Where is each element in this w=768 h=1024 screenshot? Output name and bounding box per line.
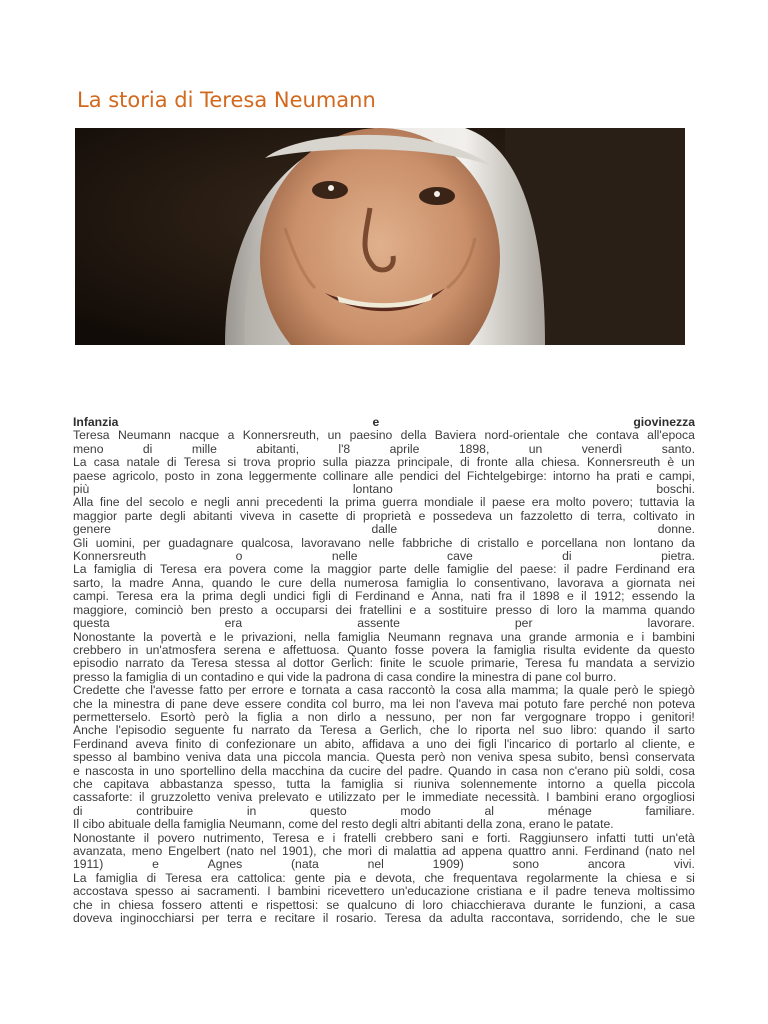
text-line: Credette che l'avesse fatto per errore e tornata a casa raccontò la cosa alla mamma; la quale però le spiegò: [73, 684, 695, 698]
text-line: Alla fine del secolo e negli anni precedenti la prima guerra mondiale il paese era molto povero; tuttavia la: [73, 496, 695, 510]
text-line: avanzata, meno Engelbert (nato nel 1901), che morì di malattia ad appena quattro anni. Ferdinand (nato nel: [73, 845, 695, 858]
portrait-image: [75, 128, 685, 345]
text-line: questa era assente per lavorare.: [73, 617, 695, 631]
text-line: Anche l'episodio seguente fu narrato da Teresa a Gerlich, che lo riporta nel suo libro: quando il sarto: [73, 724, 695, 738]
text-line: spesso al bambino veniva data una piccola mancia. Questa però non veniva spesa subito, bensì conservata: [73, 751, 695, 765]
text-line: permetterselo. Esortò però la figlia a non dirlo a nessuno, per non far vergognare troppo i genitori!: [73, 710, 695, 724]
text-line: campi. Teresa era la prima degli undici figli di Ferdinand e Anna, nati fra il 1898 e il 1912; essendo la: [73, 590, 695, 604]
text-line: Gli uomini, per guadagnare qualcosa, lavoravano nelle fabbriche di cristallo e porcellana non lontano da: [73, 536, 695, 550]
text-line: accostava spesso ai sacramenti. I bambini ricevettero un'educazione cristiana e il padre teneva moltissimo: [73, 885, 695, 899]
text-line: La famiglia di Teresa era povera come la maggior parte delle famiglie del paese: il padre Ferdinand era: [73, 563, 695, 577]
text-line: genere dalle donne.: [73, 523, 695, 537]
text-line: episodio narrato da Teresa stessa al dottor Gerlich: finite le scuole primarie, Teresa fu mandata a servizio: [73, 657, 695, 671]
page-title: La storia di Teresa Neumann: [77, 88, 376, 112]
text-line: Teresa Neumann nacque a Konnersreuth, un paesino della Baviera nord-orientale che contava all'epoca: [73, 429, 695, 443]
text-line: crebbero in un'atmosfera serena e affettuosa. Quanto fosse povera la famiglia risulta evidente da questo: [73, 643, 695, 657]
text-line: meno di mille abitanti, l'8 aprile 1898, un venerdì santo.: [73, 442, 695, 456]
text-line: paese agricolo, posto in zona leggermente collinare alle pendici del Fichtelgebirge: intorno ha prati e campi,: [73, 469, 695, 483]
text-line: e nascosta in uno sportellino della macchina da cucire del padre. Quando in casa non c'erano più soldi, cosa: [73, 764, 695, 778]
text-line: maggior parte degli abitanti viveva in casette di proprietà e possedeva un fazzoletto di terra, coltivato in: [73, 509, 695, 523]
text-line: di contribuire in questo modo al ménage familiare.: [73, 804, 695, 818]
text-line: sarto, la madre Anna, quando le cure della numerosa famiglia lo consentivano, lavorava a giornata nei: [73, 576, 695, 590]
text-line: presso la famiglia di un contadino e qui vide la padrona di casa condire la minestra di pane col burro.: [73, 670, 617, 684]
text-line: più lontano boschi.: [73, 483, 695, 497]
text-line: Il cibo abituale della famiglia Neumann, come del resto degli altri abitanti della zona, erano le patate.: [73, 818, 614, 832]
section-heading: Infanzia e giovinezza: [73, 416, 695, 429]
article-body: [73, 416, 695, 925]
text-line: che capitava abbastanza spesso, tutta la famiglia si riuniva solennemente intorno a quella piccola: [73, 777, 695, 791]
text-line: La famiglia di Teresa era cattolica: gente pia e devota, che frequentava regolarmente la chiesa e si: [73, 871, 695, 885]
text-line: Ferdinand aveva finito di confezionare un abito, affidava a uno dei figli l'incarico di portarlo al cliente, e: [73, 737, 695, 751]
text-line: maggiore, cominciò ben presto a occuparsi dei fratellini e a sostituire presso di loro la mamma quando: [73, 603, 695, 617]
text-line: che la minestra di pane deve essere condita col burro, ma lei non l'aveva mai potuto fare perché non poteva: [73, 697, 695, 711]
text-line: Nonostante la povertà e le privazioni, nella famiglia Neumann regnava una grande armonia e i bambini: [73, 630, 695, 644]
portrait-photo: [75, 128, 685, 345]
text-line: Nonostante il povero nutrimento, Teresa e i fratelli crebbero sani e forti. Raggiunsero infatti tutti un'età: [73, 831, 695, 845]
text-line: cassaforte: il gruzzoletto veniva prelevato e utilizzato per le immediate necessità. I bambini erano orgogliosi: [73, 791, 695, 805]
text-line: Konnersreuth o nelle cave di pietra.: [73, 550, 695, 564]
text-line: che in chiesa fossero attenti e rispettosi: se qualcuno di loro chiacchierava durante le funzioni, a casa: [73, 898, 695, 912]
text-line: 1911) e Agnes (nata nel 1909) sono ancora vivi.: [73, 858, 695, 872]
text-line: doveva inginocchiarsi per terra e recitare il rosario. Teresa da adulta raccontava, sorridendo, che le sue: [73, 912, 695, 926]
text-line: La casa natale di Teresa si trova proprio sulla piazza principale, di fronte alla chiesa. Konnersreuth è un: [73, 456, 695, 470]
